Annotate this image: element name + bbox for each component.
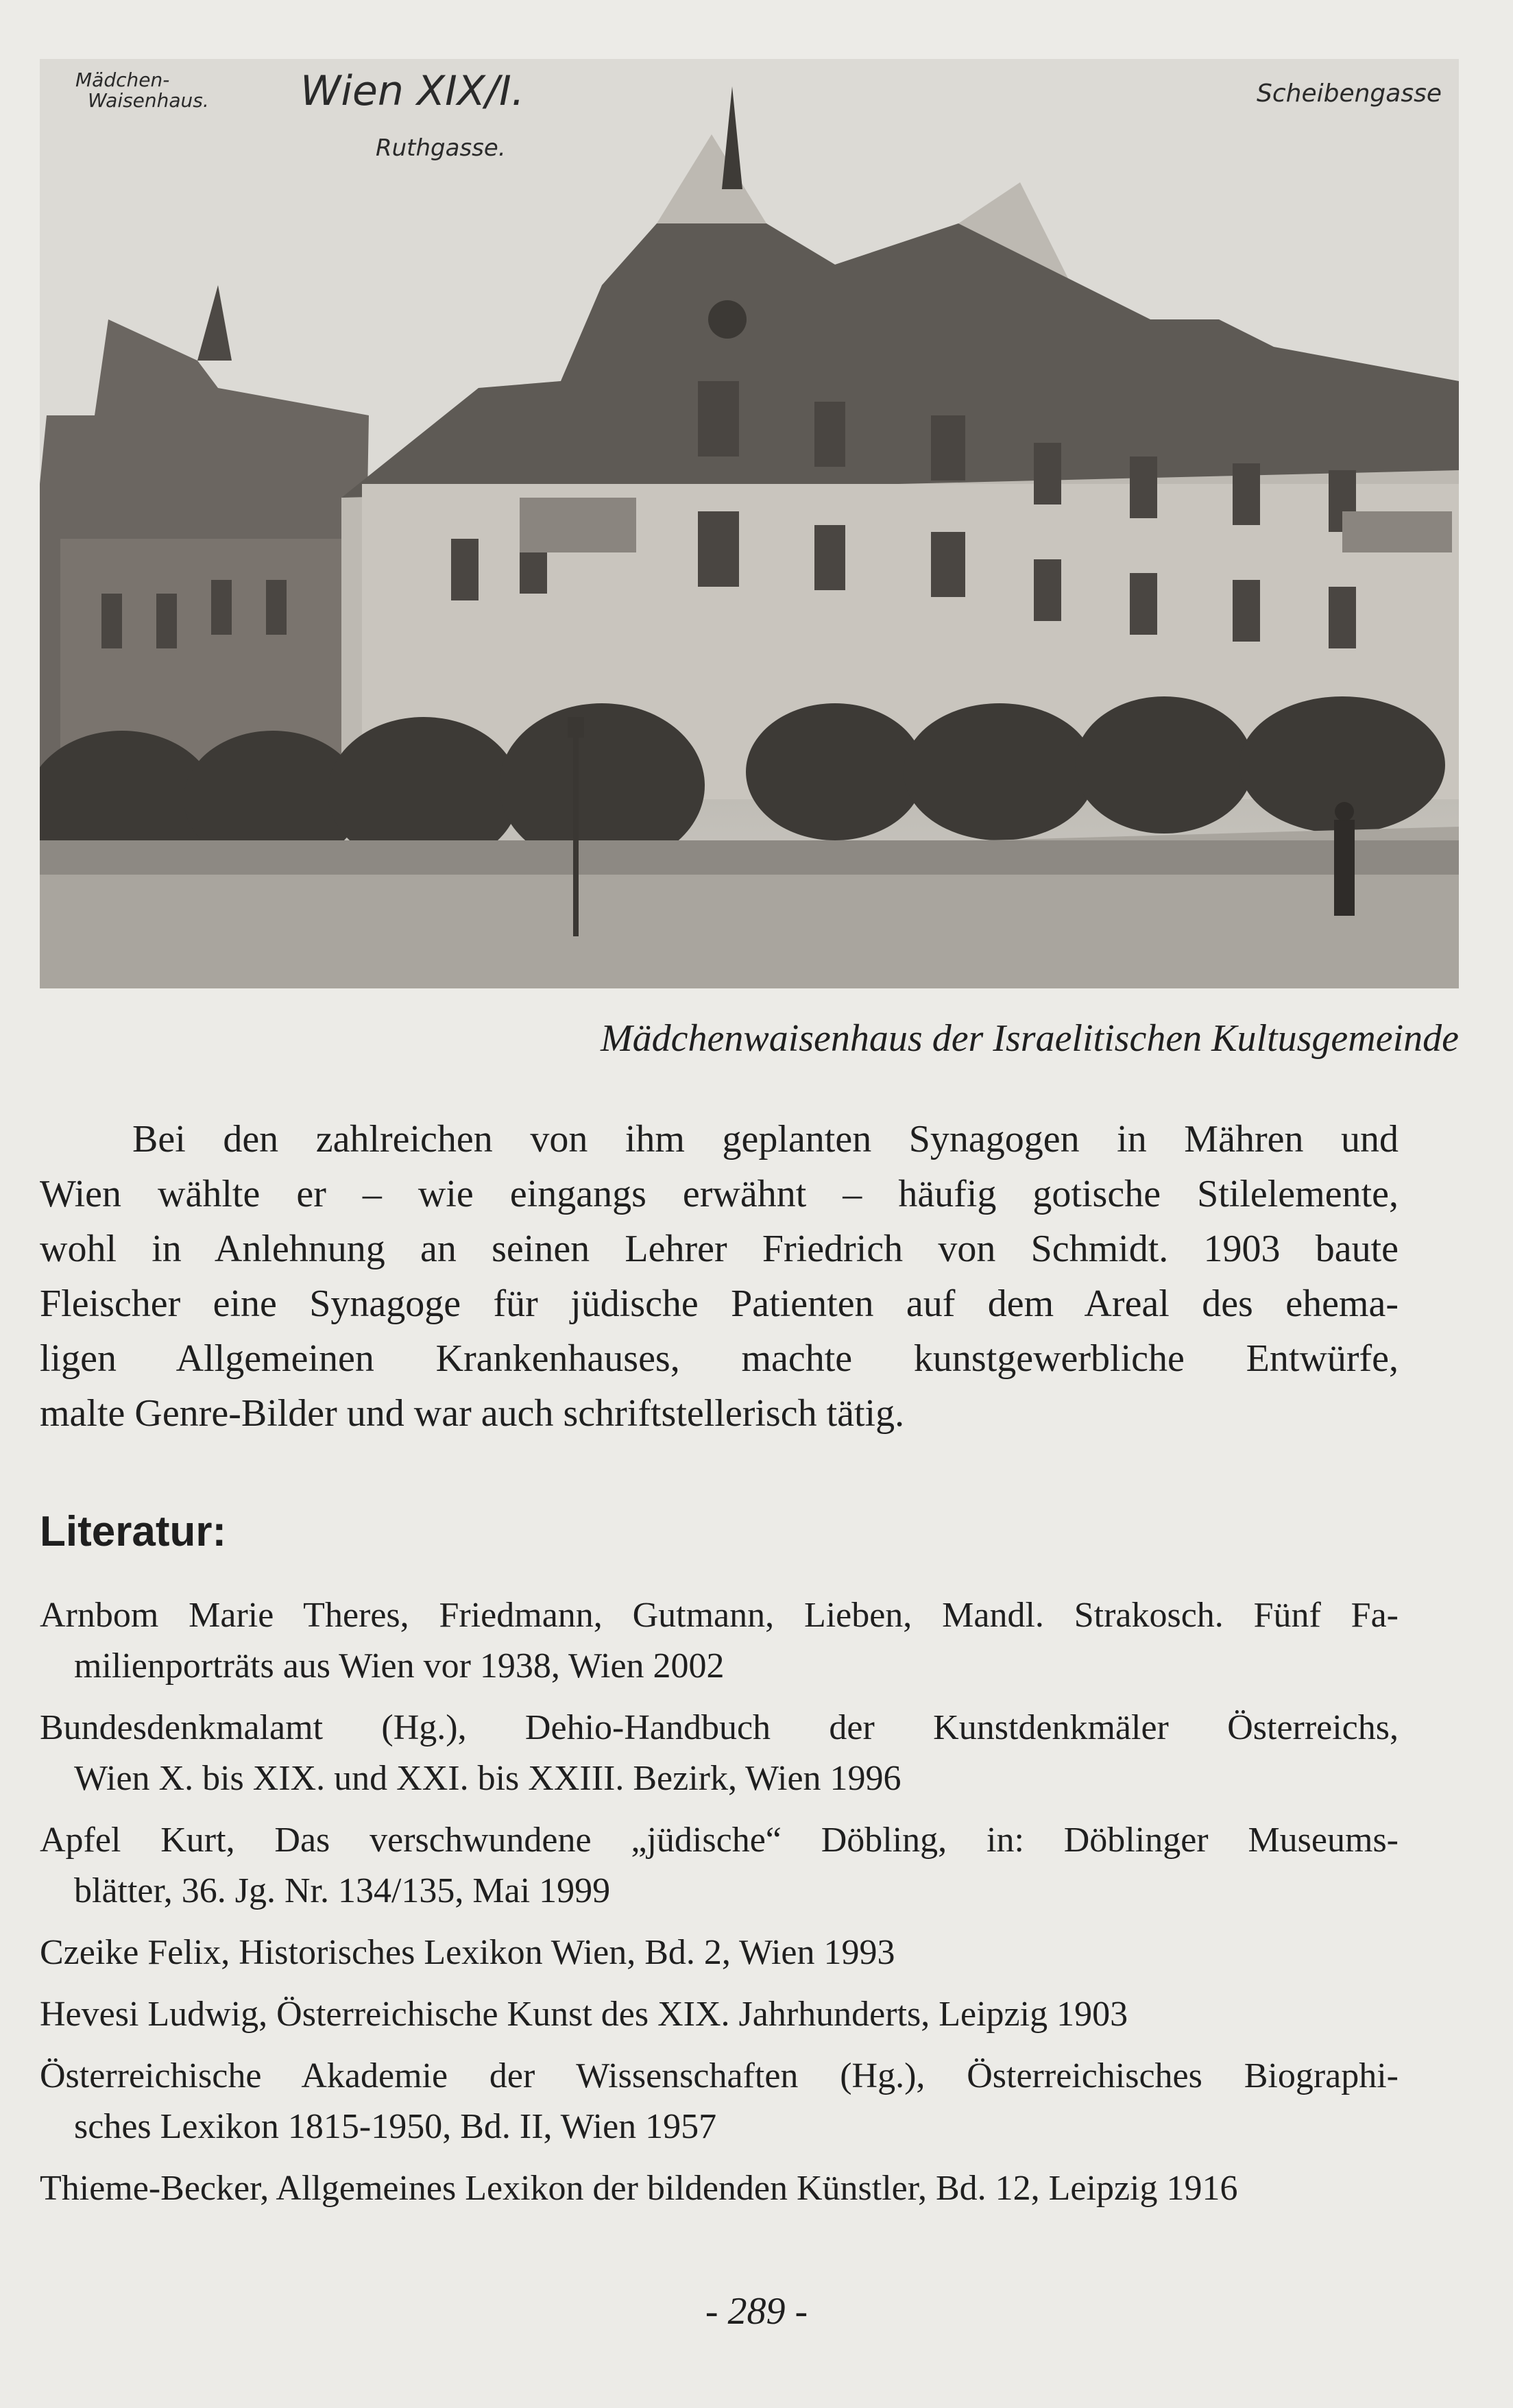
- body-paragraph: [40, 1112, 1399, 1441]
- body-line: wohl in Anlehnung an seinen Lehrer Friedrich von Schmidt. 1903 baute: [40, 1228, 1399, 1270]
- building-illustration: [40, 59, 1459, 988]
- reference-item: Czeike Felix, Historisches Lexikon Wien, Bd. 2, Wien 1993: [40, 1933, 895, 1972]
- postcard-title: Wien XIX/I.: [300, 67, 524, 115]
- reference-item: Österreichische Akademie der Wissenschaften (Hg.), Österreichisches Biographi- sches Lexikon 1815-1950, Bd. II, Wien 1957: [40, 2056, 1399, 2146]
- body-line: ligen Allgemeinen Krankenhauses, machte kunstgewerbliche Entwürfe,: [40, 1337, 1399, 1380]
- photo-caption: Mädchenwaisenhaus der Israelitischen Kultusgemeinde: [600, 1017, 1459, 1060]
- body-line: malte Genre-Bilder und war auch schriftstellerisch tätig.: [40, 1392, 905, 1435]
- reference-item: Apfel Kurt, Das verschwundene „jüdische“ Döbling, in: Döblinger Museums- blätter, 36. Jg. Nr. 134/135, Mai 1999: [40, 1821, 1399, 1910]
- page-number: - 289 -: [705, 2290, 808, 2333]
- references-list: [40, 1590, 1399, 2225]
- body-line: Bei den zahlreichen von ihm geplanten Synagogen in Mähren und: [132, 1118, 1399, 1160]
- literature-heading: Literatur:: [40, 1508, 227, 1555]
- reference-item: Hevesi Ludwig, Österreichische Kunst des XIX. Jahrhunderts, Leipzig 1903: [40, 1995, 1128, 2034]
- body-line: Fleischer eine Synagoge für jüdische Patienten auf dem Areal des ehema-: [40, 1282, 1399, 1325]
- reference-item: Thieme-Becker, Allgemeines Lexikon der bildenden Künstler, Bd. 12, Leipzig 1916: [40, 2169, 1238, 2208]
- body-line: Wien wählte er – wie eingangs erwähnt – häufig gotische Stilelemente,: [40, 1173, 1399, 1215]
- postcard-label-orphanage: Mädchen- Waisenhaus.: [75, 69, 209, 112]
- postcard-photo: [40, 59, 1459, 988]
- reference-item: Bundesdenkmalamt (Hg.), Dehio-Handbuch der Kunstdenkmäler Österreichs, Wien X. bis XIX. und XXI. bis XXIII. Bezirk, Wien 1996: [40, 1708, 1399, 1798]
- postcard-label-street-right: Scheibengasse: [1257, 80, 1442, 108]
- reference-item: Arnbom Marie Theres, Friedmann, Gutmann, Lieben, Mandl. Strakosch. Fünf Fa- milienporträts aus Wien vor 1938, Wien 2002: [40, 1596, 1399, 1686]
- postcard-street: Ruthgasse.: [376, 134, 506, 162]
